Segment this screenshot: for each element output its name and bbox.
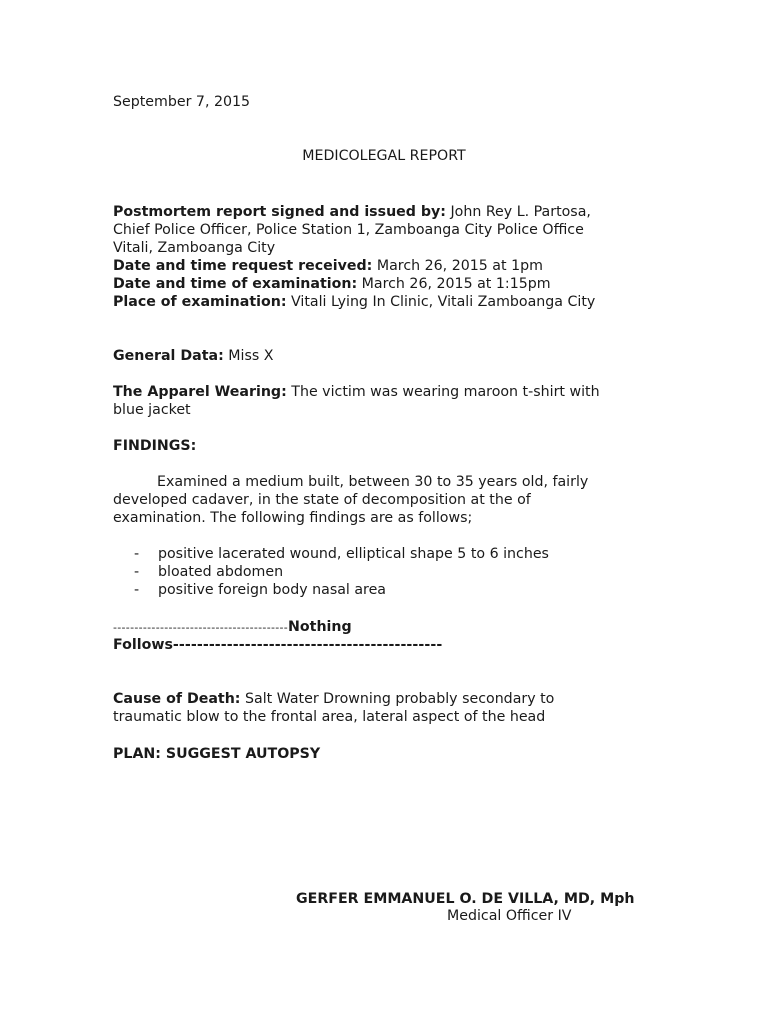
general-data-line bbox=[113, 347, 273, 365]
apparel-line-1 bbox=[113, 383, 600, 401]
nothing-follows-dashes: --------------------------------------------- bbox=[172, 637, 443, 653]
place-line bbox=[113, 293, 595, 311]
apparel-value: The victim was wearing maroon t-shirt with bbox=[291, 384, 600, 400]
nothing-follows-dashes: ----------------------------------------- bbox=[113, 621, 289, 634]
signatory-name: GERFER EMMANUEL O. DE VILLA, MD, Mph bbox=[296, 891, 635, 907]
place-value: Vitali Lying In Clinic, Vitali Zamboanga City bbox=[291, 294, 596, 310]
nothing-follows-line-2 bbox=[113, 636, 442, 654]
list-item: positive foreign body nasal area bbox=[158, 582, 386, 598]
postmortem-line-2: Chief Police Officer, Police Station 1, Zamboanga City Police Office bbox=[113, 222, 584, 238]
list-bullet: - bbox=[134, 564, 140, 580]
nothing-follows-text: Nothing bbox=[288, 619, 352, 635]
request-received-line bbox=[113, 257, 543, 275]
request-received-value: March 26, 2015 at 1pm bbox=[376, 258, 543, 274]
postmortem-line-1 bbox=[113, 203, 591, 221]
findings-heading: FINDINGS: bbox=[113, 438, 197, 454]
cause-of-death-label: Cause of Death: bbox=[113, 691, 241, 707]
apparel-line-2: blue jacket bbox=[113, 402, 191, 418]
examination-time-value: March 26, 2015 at 1:15pm bbox=[361, 276, 551, 292]
examination-time-label: Date and time of examination: bbox=[113, 276, 358, 292]
postmortem-signer: John Rey L. Partosa, bbox=[450, 204, 591, 220]
list-bullet: - bbox=[134, 582, 140, 598]
request-received-label: Date and time request received: bbox=[113, 258, 373, 274]
apparel-label: The Apparel Wearing: bbox=[113, 384, 287, 400]
report-date: September 7, 2015 bbox=[113, 94, 251, 110]
list-item: positive lacerated wound, elliptical shape 5 to 6 inches bbox=[158, 546, 549, 562]
cause-of-death-value: Salt Water Drowning probably secondary to bbox=[245, 691, 555, 707]
nothing-follows-line-1 bbox=[113, 618, 352, 637]
postmortem-label: Postmortem report signed and issued by: bbox=[113, 204, 446, 220]
nothing-follows-text: Follows bbox=[113, 637, 173, 653]
plan-line: PLAN: SUGGEST AUTOPSY bbox=[113, 746, 321, 762]
cause-of-death-line-2: traumatic blow to the frontal area, lateral aspect of the head bbox=[113, 709, 546, 725]
findings-paragraph-line-1: Examined a medium built, between 30 to 35 years old, fairly bbox=[157, 474, 589, 490]
list-bullet: - bbox=[134, 546, 140, 562]
signatory-title: Medical Officer IV bbox=[447, 908, 572, 924]
report-title: MEDICOLEGAL REPORT bbox=[302, 148, 466, 164]
place-label: Place of examination: bbox=[113, 294, 287, 310]
postmortem-line-3: Vitali, Zamboanga City bbox=[113, 240, 276, 256]
list-item: bloated abdomen bbox=[158, 564, 284, 580]
examination-time-line bbox=[113, 275, 551, 293]
cause-of-death-line-1 bbox=[113, 690, 554, 708]
general-data-value: Miss X bbox=[228, 348, 274, 364]
findings-paragraph-line-2: developed cadaver, in the state of decomposition at the of bbox=[113, 492, 531, 508]
general-data-label: General Data: bbox=[113, 348, 224, 364]
findings-paragraph-line-3: examination. The following findings are as follows; bbox=[113, 510, 473, 526]
